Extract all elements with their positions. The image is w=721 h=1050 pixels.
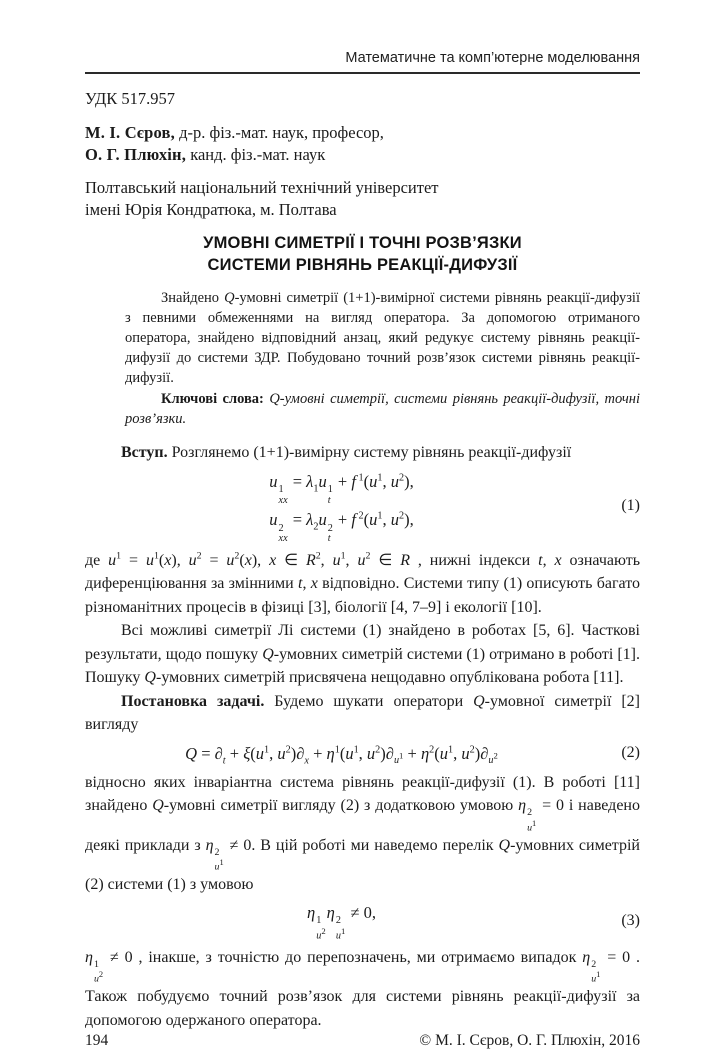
paragraph-problem-statement: Постановка задачі. Будемо шукати оператори Q-умовної симетрії [2] вигляду (85, 692, 640, 734)
page-footer (85, 1032, 640, 1050)
institution-line-2: імені Юрія Кондратюка, м. Полтава (85, 199, 337, 219)
running-head (85, 50, 640, 74)
udc-code: УДК 517.957 (85, 89, 176, 109)
equation-3 (85, 899, 640, 942)
institution-line-1: Полтавський національний технічний університет (85, 177, 439, 197)
equation-2-body: $Q = \partial_t + \xi(u^1$, $u^2)\partial_x + \eta^1(u^1$, $u^2)\partial_{u^1} + \eta^2(u^1$, $u^2)\partial_{u^2}$ (185, 743, 498, 767)
equation-3-body: η 1 $u^2$ η 2 $u^1$ ≠ 0, (307, 903, 376, 942)
running-head-title: Математичне та комп’ютерне моделювання (345, 50, 640, 66)
article-title-line-2: СИСТЕМИ РІВНЯНЬ РЕАКЦІЇ-ДИФУЗІЇ (207, 255, 518, 274)
equation-2-number: (2) (621, 744, 640, 762)
author-2-degree: канд. фіз.-мат. наук (190, 145, 326, 165)
paragraph-intro: Вступ. Розглянемо (1+1)-вимірну систему рівнянь реакції-дифузії (121, 444, 572, 462)
author-2-name: О. Г. Плюхін, (85, 145, 187, 165)
equation-1-body (85, 468, 598, 545)
paragraph-where: де $u^1 = u^1(x)$, $u^2 = u^2(x)$, x ∈ $R^2$, $u^1$, $u^2$ ∈ R , нижні індекси t, x означають диференціювання за змінними t, x відповідно. Системи типу (1) описують багато різноманітних процесів в фізиці [3], біології [4, 7–9] і екології [10]. (85, 550, 641, 616)
copyright-notice: © М. І. Сєров, О. Г. Плюхін, 2016 (419, 1032, 640, 1050)
institution-block (85, 177, 640, 221)
author-1-name: М. І. Сєров, (85, 123, 175, 143)
page-number: 194 (85, 1032, 109, 1050)
authors-block (85, 122, 640, 166)
abstract-text: Знайдено Q-умовні симетрії (1+1)-вимірної системи рівнянь реакції-дифузії з певними обмеженнями на вигляд оператора. За допомогою отриманого оператора, знайдено відповідний анзац, який редукує систему рівнянь реакції-дифузії до системи ЗДР. Побудовано точний розв’язок системи рівнянь реакції-дифузії. (125, 290, 640, 387)
author-line-1 (85, 122, 640, 144)
article-title (85, 233, 640, 276)
paragraph-final: η 1 $u^2$ ≠ 0 , інакше, з точністю до перепозначень, ми отримаємо випадок η 2 $u^1$ = 0 . Також побудуємо точний розв’язок для системи рівнянь реакції-дифузії за допомогою одержаного оператора. (85, 949, 640, 1029)
equation-1-line-1: u 1 xx = $\lambda_1u$ 1 t + f $^1(u^1$, $u^2$), (269, 471, 414, 506)
paragraph-invariant: відносно яких інваріантна система рівнянь реакції-дифузії (1). В роботі [11] знайдено Q-умовні симетрії вигляду (2) з додатковою умовою η 2 $u^1$ = 0 і наведено деякі приклади з η 2 $u^1$ ≠ 0. В цій роботі ми наведемо перелік Q-умовних симетрій (2) системи (1) з умовою (85, 773, 640, 893)
keywords-text: Ключові слова: Q-умовні симетрії, системи рівнянь реакції-дифузії, точні розв’язки. (125, 391, 640, 428)
equation-1 (85, 468, 640, 545)
equation-3-number: (3) (621, 911, 640, 929)
author-1-degree: д-р. фіз.-мат. наук, професор, (179, 123, 384, 143)
article-title-line-1: УМОВНІ СИМЕТРІЇ І ТОЧНІ РОЗВ’ЯЗКИ (203, 234, 522, 253)
equation-2 (85, 740, 640, 767)
paragraph-lie-symmetries: Всі можливі симетрії Лі системи (1) знайдено в роботах [5, 6]. Часткові результати, щодо пошуку Q-умовних симетрій системи (1) отримано в роботі [1]. Пошуку Q-умовних симетрій присвячена нещодавно опублікована робота [11]. (85, 622, 640, 687)
author-line-2 (85, 144, 640, 166)
equation-1-line-2: u 2 xx = $\lambda_2u$ 2 t + f $^2(u^1$, $u^2$), (269, 510, 414, 545)
equation-1-number: (1) (621, 497, 640, 515)
